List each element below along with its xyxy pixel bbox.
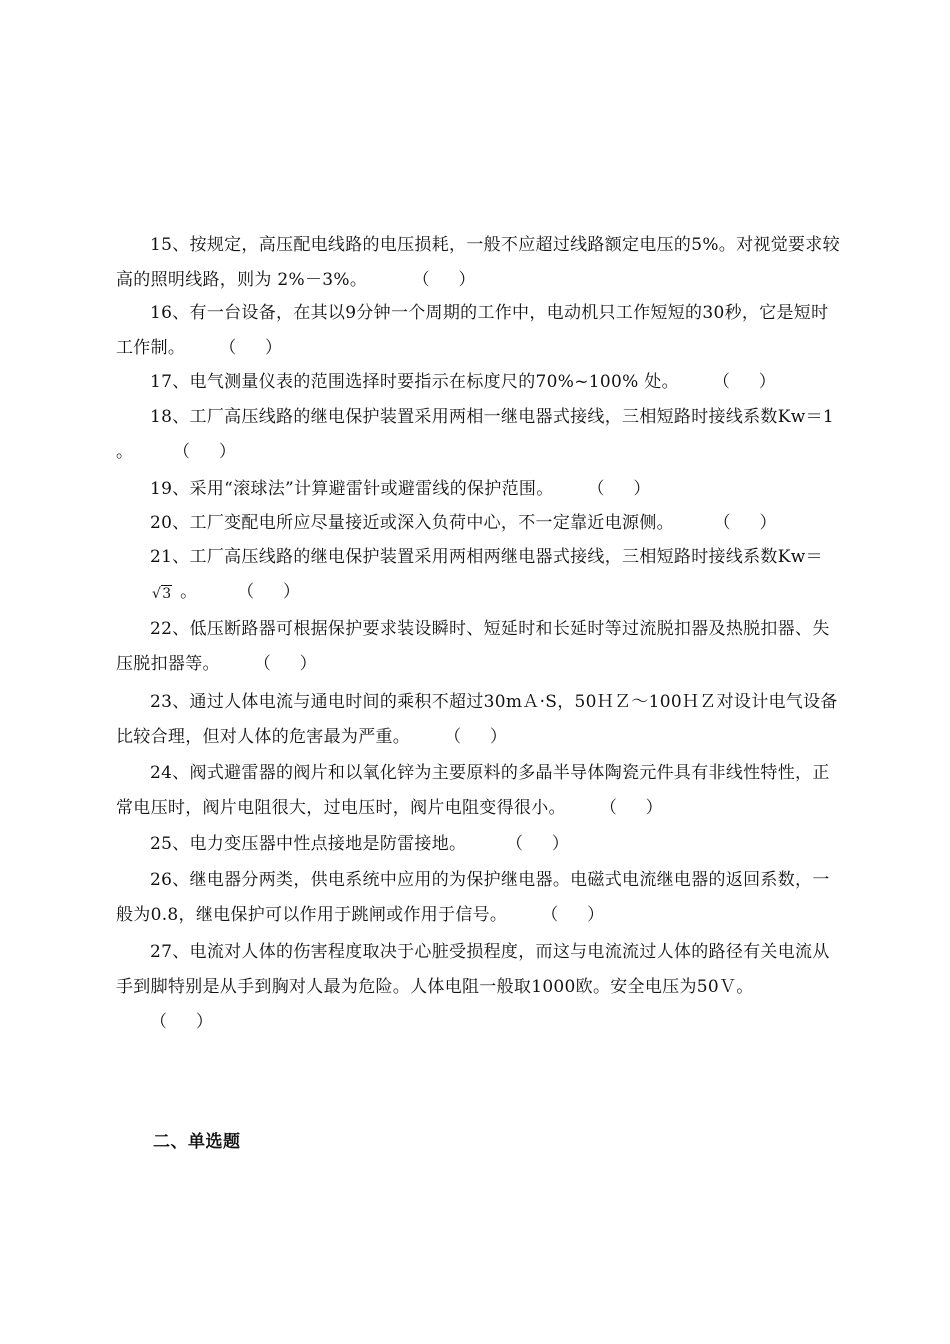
answer-blank: （ ）: [444, 727, 508, 747]
answer-blank: （ ）: [712, 372, 776, 392]
answer-blank: （ ）: [150, 1012, 214, 1032]
question-text: 19、采用“滚球法”计算避雷针或避雷线的保护范围。: [150, 479, 554, 499]
question-16: [116, 296, 840, 366]
question-20: [116, 506, 840, 541]
question-15: [116, 228, 840, 298]
question-18: [116, 400, 840, 470]
answer-blank: （ ）: [167, 442, 237, 462]
answer-blank: （ ）: [253, 654, 317, 674]
question-text-end: 。: [174, 582, 198, 602]
question-21: [116, 540, 840, 611]
question-text: 18、工厂高压线路的继电保护装置采用两相一继电器式接线，三相短路时接线系数Kw＝1 。: [116, 407, 834, 462]
question-26: [116, 863, 840, 933]
question-text: 20、工厂变配电所应尽量接近或深入负荷中心，不一定靠近电源侧。: [150, 513, 674, 533]
question-19: [116, 472, 840, 507]
question-24: [116, 756, 840, 826]
answer-blank: （ ）: [500, 834, 570, 854]
question-17: [116, 365, 840, 400]
answer-blank: （ ）: [707, 513, 777, 533]
question-23: [116, 685, 840, 755]
radicand: 3: [162, 586, 172, 602]
answer-blank: （ ）: [401, 270, 476, 290]
answer-blank: （ ）: [231, 582, 301, 602]
question-text: 26、继电器分两类，供电系统中应用的为保护继电器。电磁式电流继电器的返回系数，一般为0.8，继电保护可以作用于跳闸或作用于信号。: [116, 870, 830, 925]
question-text: 27、电流对人体的伤害程度取决于心脏受损程度，而这与电流流过人体的路径有关电流从手到脚特别是从手到胸对人最为危险。人体电阻一般取1000欧。安全电压为50Ｖ。: [116, 942, 830, 997]
answer-blank: （ ）: [219, 338, 283, 358]
question-text: 15、按规定，高压配电线路的电压损耗，一般不应超过线路额定电压的5%。对视觉要求较高的照明线路，则为 2%－3%。: [116, 235, 840, 290]
question-27: [116, 935, 840, 1040]
question-text: 24、阀式避雷器的阀片和以氧化锌为主要原料的多晶半导体陶瓷元件具有非线性特性，正常电压时，阀片电阻很大，过电压时，阀片电阻变得很小。: [116, 763, 830, 818]
square-root-expression: [116, 577, 174, 612]
question-text: 25、电力变压器中性点接地是防雷接地。: [150, 834, 467, 854]
answer-blank: （ ）: [541, 905, 605, 925]
radical-sign: √: [152, 586, 162, 602]
question-text: 23、通过人体电流与通电时间的乘积不超过30mＡ·S，50ＨＺ～100ＨＺ对设计电气设备比较合理，但对人体的危害最为严重。: [116, 692, 838, 747]
question-text: 16、有一台设备，在其以9分钟一个周期的工作中，电动机只工作短短的30秒，它是短时工作制。: [116, 303, 829, 358]
answer-blank: （ ）: [599, 798, 663, 818]
answer-blank: （ ）: [587, 479, 651, 499]
question-22: [116, 612, 840, 682]
question-text: 17、电气测量仪表的范围选择时要指示在标度尺的70%~100% 处。: [150, 372, 679, 392]
question-text: 22、低压断路器可根据保护要求装设瞬时、短延时和长延时等过流脱扣器及热脱扣器、失压脱扣器等。: [116, 619, 830, 674]
section-heading: 二、单选题: [153, 1132, 241, 1152]
question-text: 21、工厂高压线路的继电保护装置采用两相两继电器式接线，三相短路时接线系数Kw＝: [150, 547, 823, 567]
question-25: [116, 827, 840, 862]
